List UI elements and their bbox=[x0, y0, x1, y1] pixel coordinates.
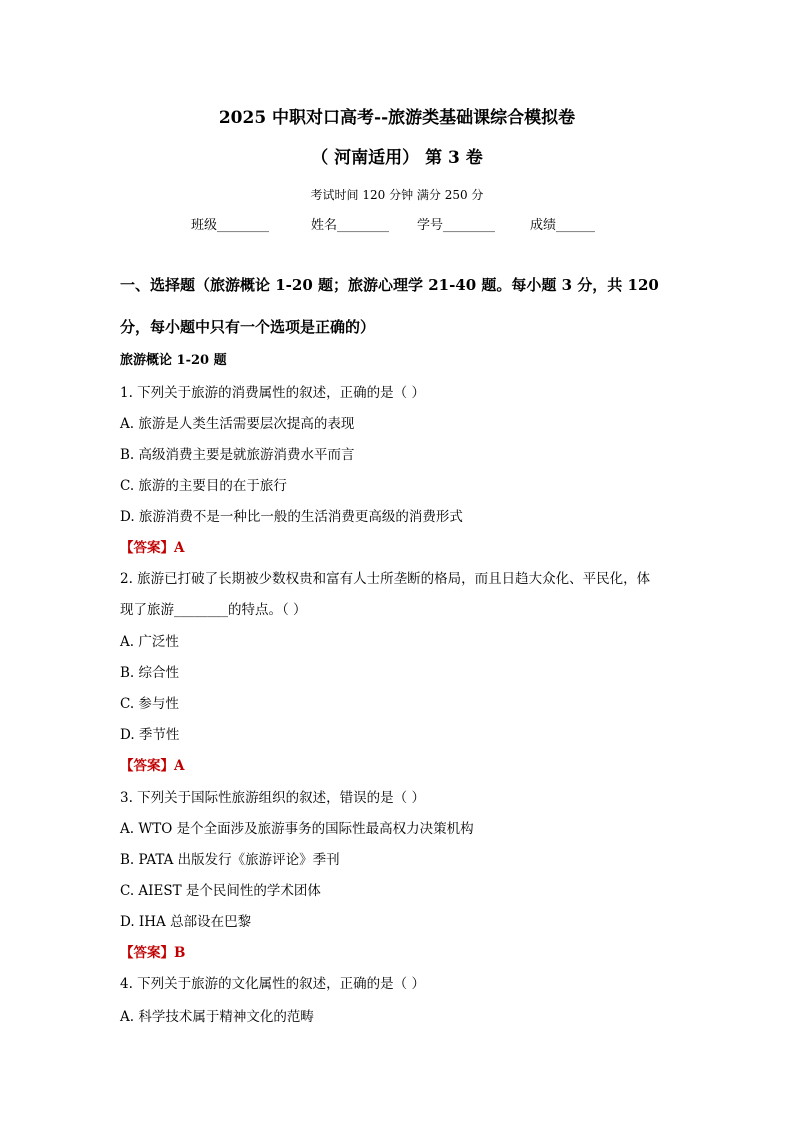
question-3-option-c: C. AIEST 是个民间性的学术团体 bbox=[120, 883, 321, 899]
question-1-answer: 【答案】A bbox=[120, 540, 185, 556]
question-3-option-b: B. PATA 出版发行《旅游评论》季刊 bbox=[120, 852, 340, 868]
question-2-option-c: C. 参与性 bbox=[120, 696, 179, 712]
question-1-option-a: A. 旅游是人类生活需要层次提高的表现 bbox=[120, 416, 355, 432]
question-4-option-a: A. 科学技术属于精神文化的范畴 bbox=[120, 1009, 314, 1025]
question-3-option-d: D. IHA 总部设在巴黎 bbox=[120, 914, 252, 930]
question-2-answer: 【答案】A bbox=[120, 758, 185, 774]
question-1-stem: 1. 下列关于旅游的消费属性的叙述，正确的是（ ） bbox=[120, 385, 425, 401]
section-heading-line1: 一、选择题（旅游概论 1-20 题；旅游心理学 21-40 题。每小题 3 分，共 120 bbox=[120, 276, 659, 294]
student-info-fields bbox=[191, 216, 595, 236]
question-3-stem: 3. 下列关于国际性旅游组织的叙述，错误的是（ ） bbox=[120, 790, 425, 806]
question-1-option-b: B. 高级消费主要是就旅游消费水平而言 bbox=[120, 447, 355, 463]
score-field: 成绩______ bbox=[530, 218, 596, 233]
question-2-option-d: D. 季节性 bbox=[120, 727, 180, 743]
section-heading-line2: 分，每小题中只有一个选项是正确的） bbox=[120, 318, 376, 336]
question-4-stem: 4. 下列关于旅游的文化属性的叙述，正确的是（ ） bbox=[120, 976, 425, 992]
question-2-stem-line1: 2. 旅游已打破了长期被少数权贵和富有人士所垄断的格局，而且日趋大众化、平民化，体 bbox=[120, 571, 651, 587]
exam-info: 考试时间 120 分钟 满分 250 分 bbox=[310, 188, 484, 202]
page-title: 2025 中职对口高考--旅游类基础课综合模拟卷 bbox=[218, 108, 576, 128]
question-1-option-d: D. 旅游消费不是一种比一般的生活消费更高级的消费形式 bbox=[120, 509, 463, 525]
question-3-answer: 【答案】B bbox=[120, 945, 186, 961]
question-3-option-a: A. WTO 是个全面涉及旅游事务的国际性最高权力决策机构 bbox=[120, 821, 474, 837]
question-2-option-a: A. 广泛性 bbox=[120, 634, 179, 650]
name-field: 姓名________ bbox=[311, 218, 390, 233]
question-2-option-b: B. 综合性 bbox=[120, 665, 180, 681]
class-field: 班级________ bbox=[191, 218, 270, 233]
student-id-field: 学号________ bbox=[417, 218, 496, 233]
page-subtitle: （ 河南适用） 第 3 卷 bbox=[311, 148, 483, 168]
section-subheading: 旅游概论 1-20 题 bbox=[120, 353, 227, 368]
question-2-stem-line2: 现了旅游________的特点。（ ） bbox=[120, 602, 307, 618]
question-1-option-c: C. 旅游的主要目的在于旅行 bbox=[120, 478, 287, 494]
